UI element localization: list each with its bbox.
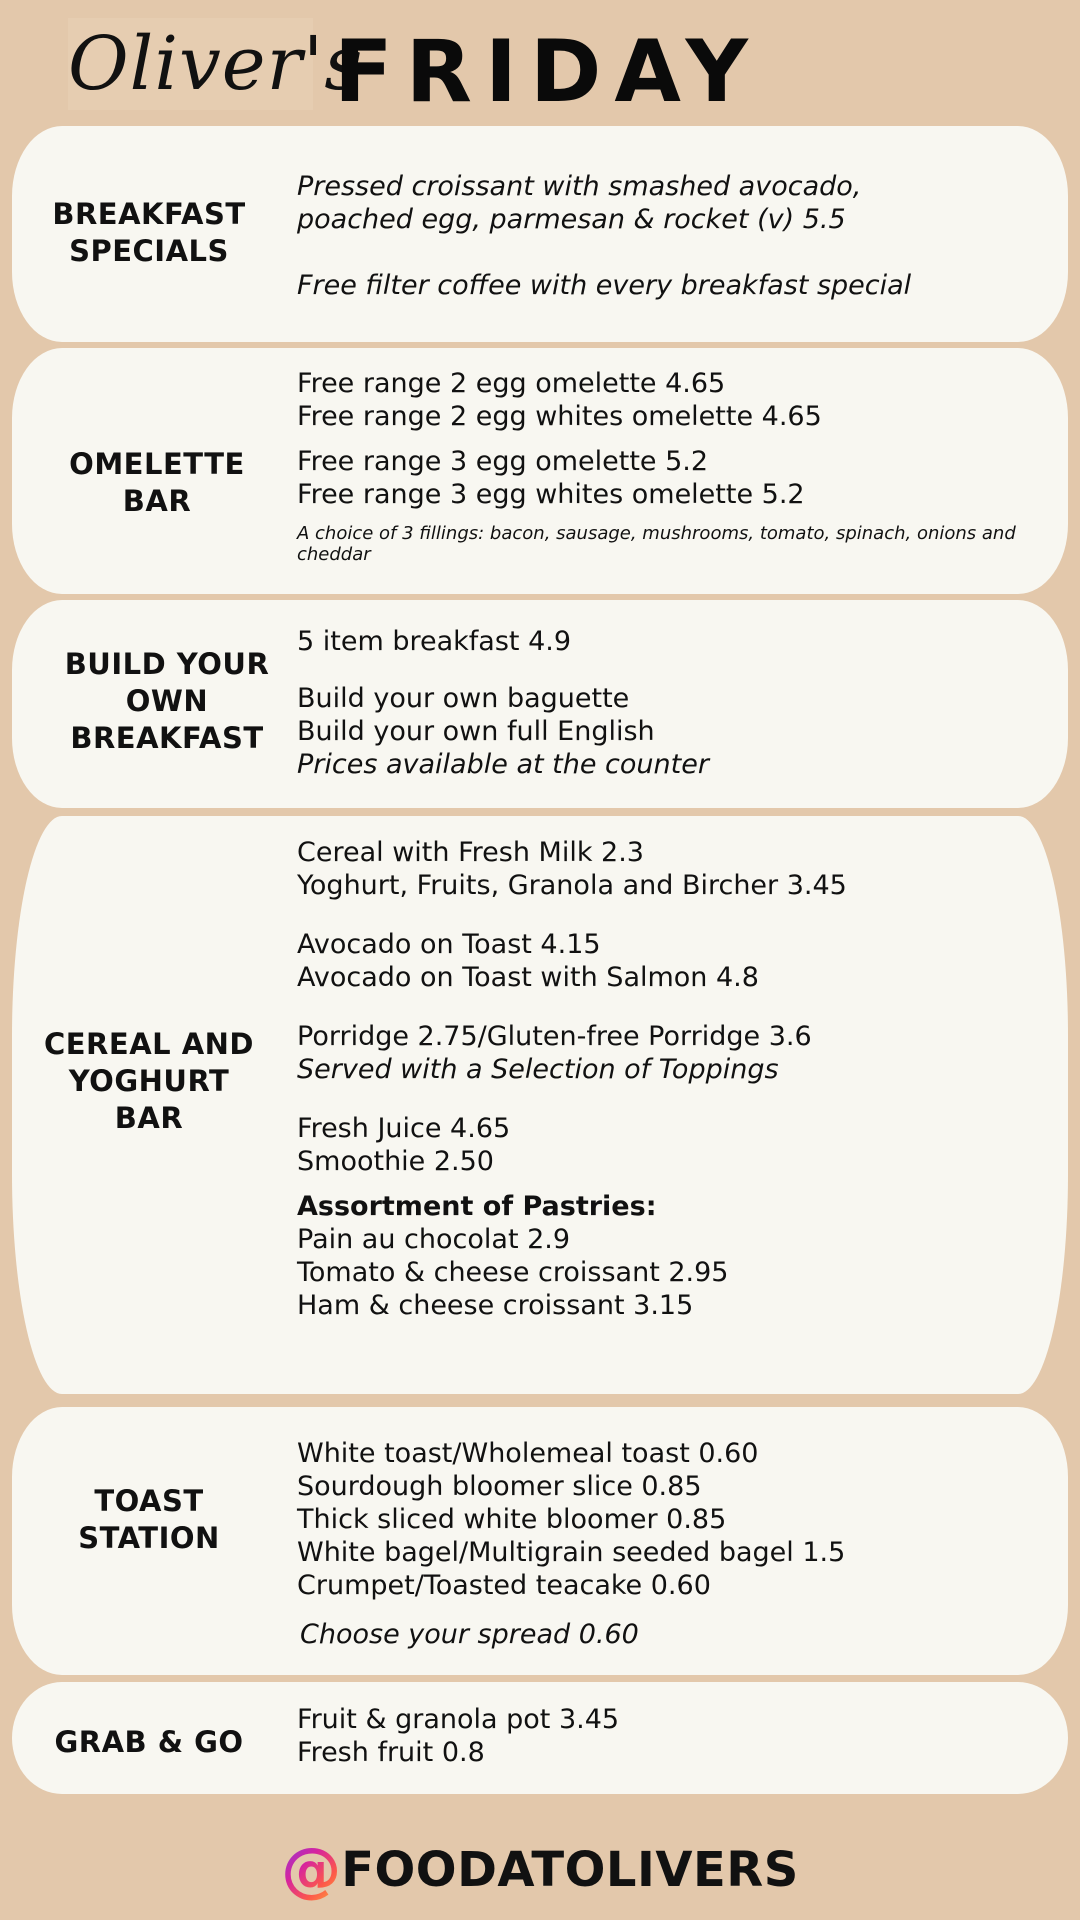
menu-item: Fresh Juice 4.65 [297, 1113, 511, 1144]
section-title-line: BAR [122, 484, 192, 518]
menu-item: Fresh fruit 0.8 [297, 1737, 485, 1768]
menu-item: White toast/Wholemeal toast 0.60 [297, 1438, 759, 1469]
menu-item: Crumpet/Toasted teacake 0.60 [297, 1570, 711, 1601]
section-title-line: CEREAL AND [43, 1027, 255, 1061]
menu-item: Thick sliced white bloomer 0.85 [297, 1504, 727, 1535]
menu-note: Free filter coffee with every breakfast special [297, 270, 912, 301]
section-title-line: SPECIALS [69, 234, 229, 268]
header [0, 0, 1080, 125]
menu-item: poached egg, parmesan & rocket (v) 5.5 [297, 204, 846, 235]
menu-item: Porridge 2.75/Gluten-free Porridge 3.6 [297, 1021, 812, 1052]
section-toast-station [12, 1407, 1068, 1675]
pastries-heading: Assortment of Pastries: [297, 1191, 657, 1222]
menu-item: Fruit & granola pot 3.45 [297, 1704, 620, 1735]
menu-note: Prices available at the counter [297, 749, 709, 780]
section-title-line: BREAKFAST [52, 197, 246, 231]
menu-items [297, 836, 1028, 1322]
menu-item: Free range 3 egg omelette 5.2 [297, 446, 709, 477]
section-title-line: STATION [78, 1521, 220, 1555]
section-build-your-own [12, 600, 1068, 808]
menu-item: Yoghurt, Fruits, Granola and Bircher 3.45 [297, 870, 847, 901]
menu-item: Build your own baguette [297, 683, 630, 714]
page-title: FRIDAY [334, 22, 761, 122]
menu-item: Free range 2 egg whites omelette 4.65 [297, 401, 822, 432]
menu-note: Served with a Selection of Toppings [297, 1054, 779, 1085]
section-title-line: BREAKFAST [70, 721, 264, 755]
menu-item: Free range 2 egg omelette 4.65 [297, 368, 726, 399]
menu-items [297, 625, 1028, 781]
section-omelette-bar [12, 348, 1068, 594]
menu-item: Free range 3 egg whites omelette 5.2 [297, 479, 805, 510]
menu-item: 5 item breakfast 4.9 [297, 626, 572, 657]
section-title-line: YOGHURT [68, 1064, 230, 1098]
section-title: GRAB & GO [54, 1725, 244, 1759]
section-title-line: OWN [125, 684, 209, 718]
menu-item: White bagel/Multigrain seeded bagel 1.5 [297, 1537, 846, 1568]
section-title [30, 646, 304, 757]
menu-items [297, 367, 1028, 565]
menu-items [297, 170, 1028, 302]
menu-note: Choose your spread 0.60 [300, 1619, 639, 1650]
section-breakfast-specials [12, 126, 1068, 342]
section-cereal-yoghurt-bar [12, 816, 1068, 1394]
section-title [20, 446, 294, 520]
section-title [12, 1026, 286, 1137]
menu-item: Cereal with Fresh Milk 2.3 [297, 837, 644, 868]
section-title [12, 196, 286, 270]
menu-item: Smoothie 2.50 [297, 1146, 494, 1177]
menu-item: Build your own full English [297, 716, 655, 747]
menu-items [297, 1437, 1028, 1651]
instagram-at-icon: @ [281, 1835, 342, 1905]
section-title-line: BAR [114, 1101, 184, 1135]
menu-item: Sourdough bloomer slice 0.85 [297, 1471, 702, 1502]
menu-items [297, 1703, 1028, 1769]
menu-item: Avocado on Toast with Salmon 4.8 [297, 962, 759, 993]
section-title-line: BUILD YOUR [64, 647, 270, 681]
section-title-line: TOAST [94, 1484, 204, 1518]
menu-item: Pressed croissant with smashed avocado, [297, 171, 862, 202]
section-title [12, 1483, 286, 1557]
section-grab-and-go [12, 1682, 1068, 1794]
menu-item: Avocado on Toast 4.15 [297, 929, 601, 960]
footer-social [0, 1835, 1080, 1905]
social-handle: FOODATOLIVERS [341, 1842, 799, 1898]
brand-logo: Oliver's [68, 18, 313, 110]
menu-item: Tomato & cheese croissant 2.95 [297, 1257, 729, 1288]
menu-item: Ham & cheese croissant 3.15 [297, 1290, 694, 1321]
menu-note: A choice of 3 fillings: bacon, sausage, mushrooms, tomato, spinach, onions and cheddar [297, 523, 1016, 565]
section-title-line: OMELETTE [69, 447, 245, 481]
menu-item: Pain au chocolat 2.9 [297, 1224, 571, 1255]
